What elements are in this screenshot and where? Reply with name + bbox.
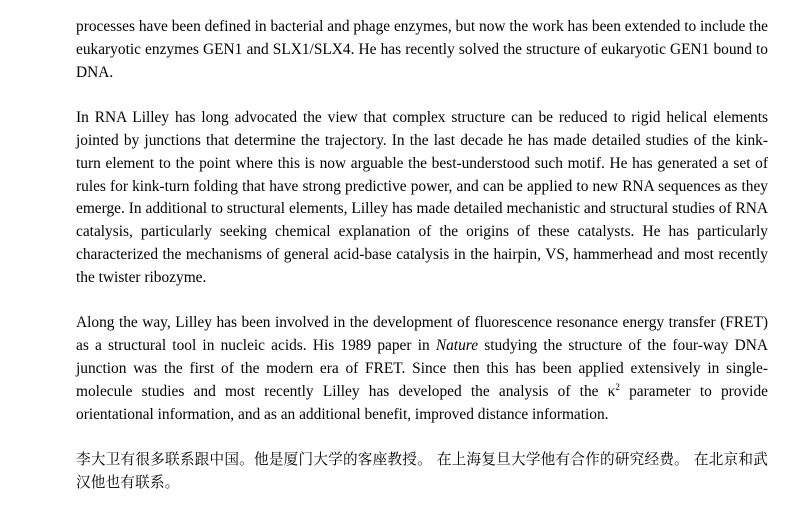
paragraph-text: parameter to provide orientational information, and as an additional benefit, improved distance information.	[76, 382, 768, 423]
document-body	[76, 16, 768, 518]
paragraph-text: processes have been defined in bacterial and phage enzymes, but now the work has been extended to include the eukaryotic enzymes GEN1 and SLX1/SLX4. He has recently solved the structure of eukaryotic GEN1 bound to DNA.	[76, 18, 768, 81]
journal-name: Nature	[435, 337, 479, 355]
paragraph-chinese	[76, 449, 768, 495]
paragraph-holliday-enzymes	[76, 16, 768, 84]
paragraph-text: Along the way, Lilley has been involved in the development of fluorescence resonance energy transfer (FRET) as a structural tool in nucleic acids. His 1989 paper in	[76, 314, 768, 355]
paragraph-rna-structure	[76, 107, 768, 289]
paragraph-text: In RNA Lilley has long advocated the view that complex structure can be reduced to rigid helical elements jointed by junctions that determine the trajectory. In the last decade he has made detailed studies of the kink-turn element to the point where this is now arguable the best-understood such motif. He has generated a set of rules for kink-turn folding that have strong predictive power, and can be applied to new RNA sequences as they emerge. In additional to structural elements, Lilley has made detailed mechanistic and structural studies of RNA catalysis, particularly seeking chemical explanation of the origins of these catalysts. He has particularly characterized the mechanisms of general acid-base catalysis in the hairpin, VS, hammerhead and most recently the twister ribozyme.	[76, 109, 768, 286]
paragraph-text: 李大卫有很多联系跟中国。他是厦门大学的客座教授。 在上海复旦大学他有合作的研究经费。 在北京和武汉他也有联系。	[76, 451, 768, 491]
paragraph-text: studying the structure of the four-way DNA junction was the first of the modern era of FRET. Since then this has been applied extensively in single-molecule studies and most recently Lilley has developed the analysis of the κ	[76, 337, 768, 400]
superscript: 2	[615, 381, 620, 392]
paragraph-fret	[76, 312, 768, 426]
